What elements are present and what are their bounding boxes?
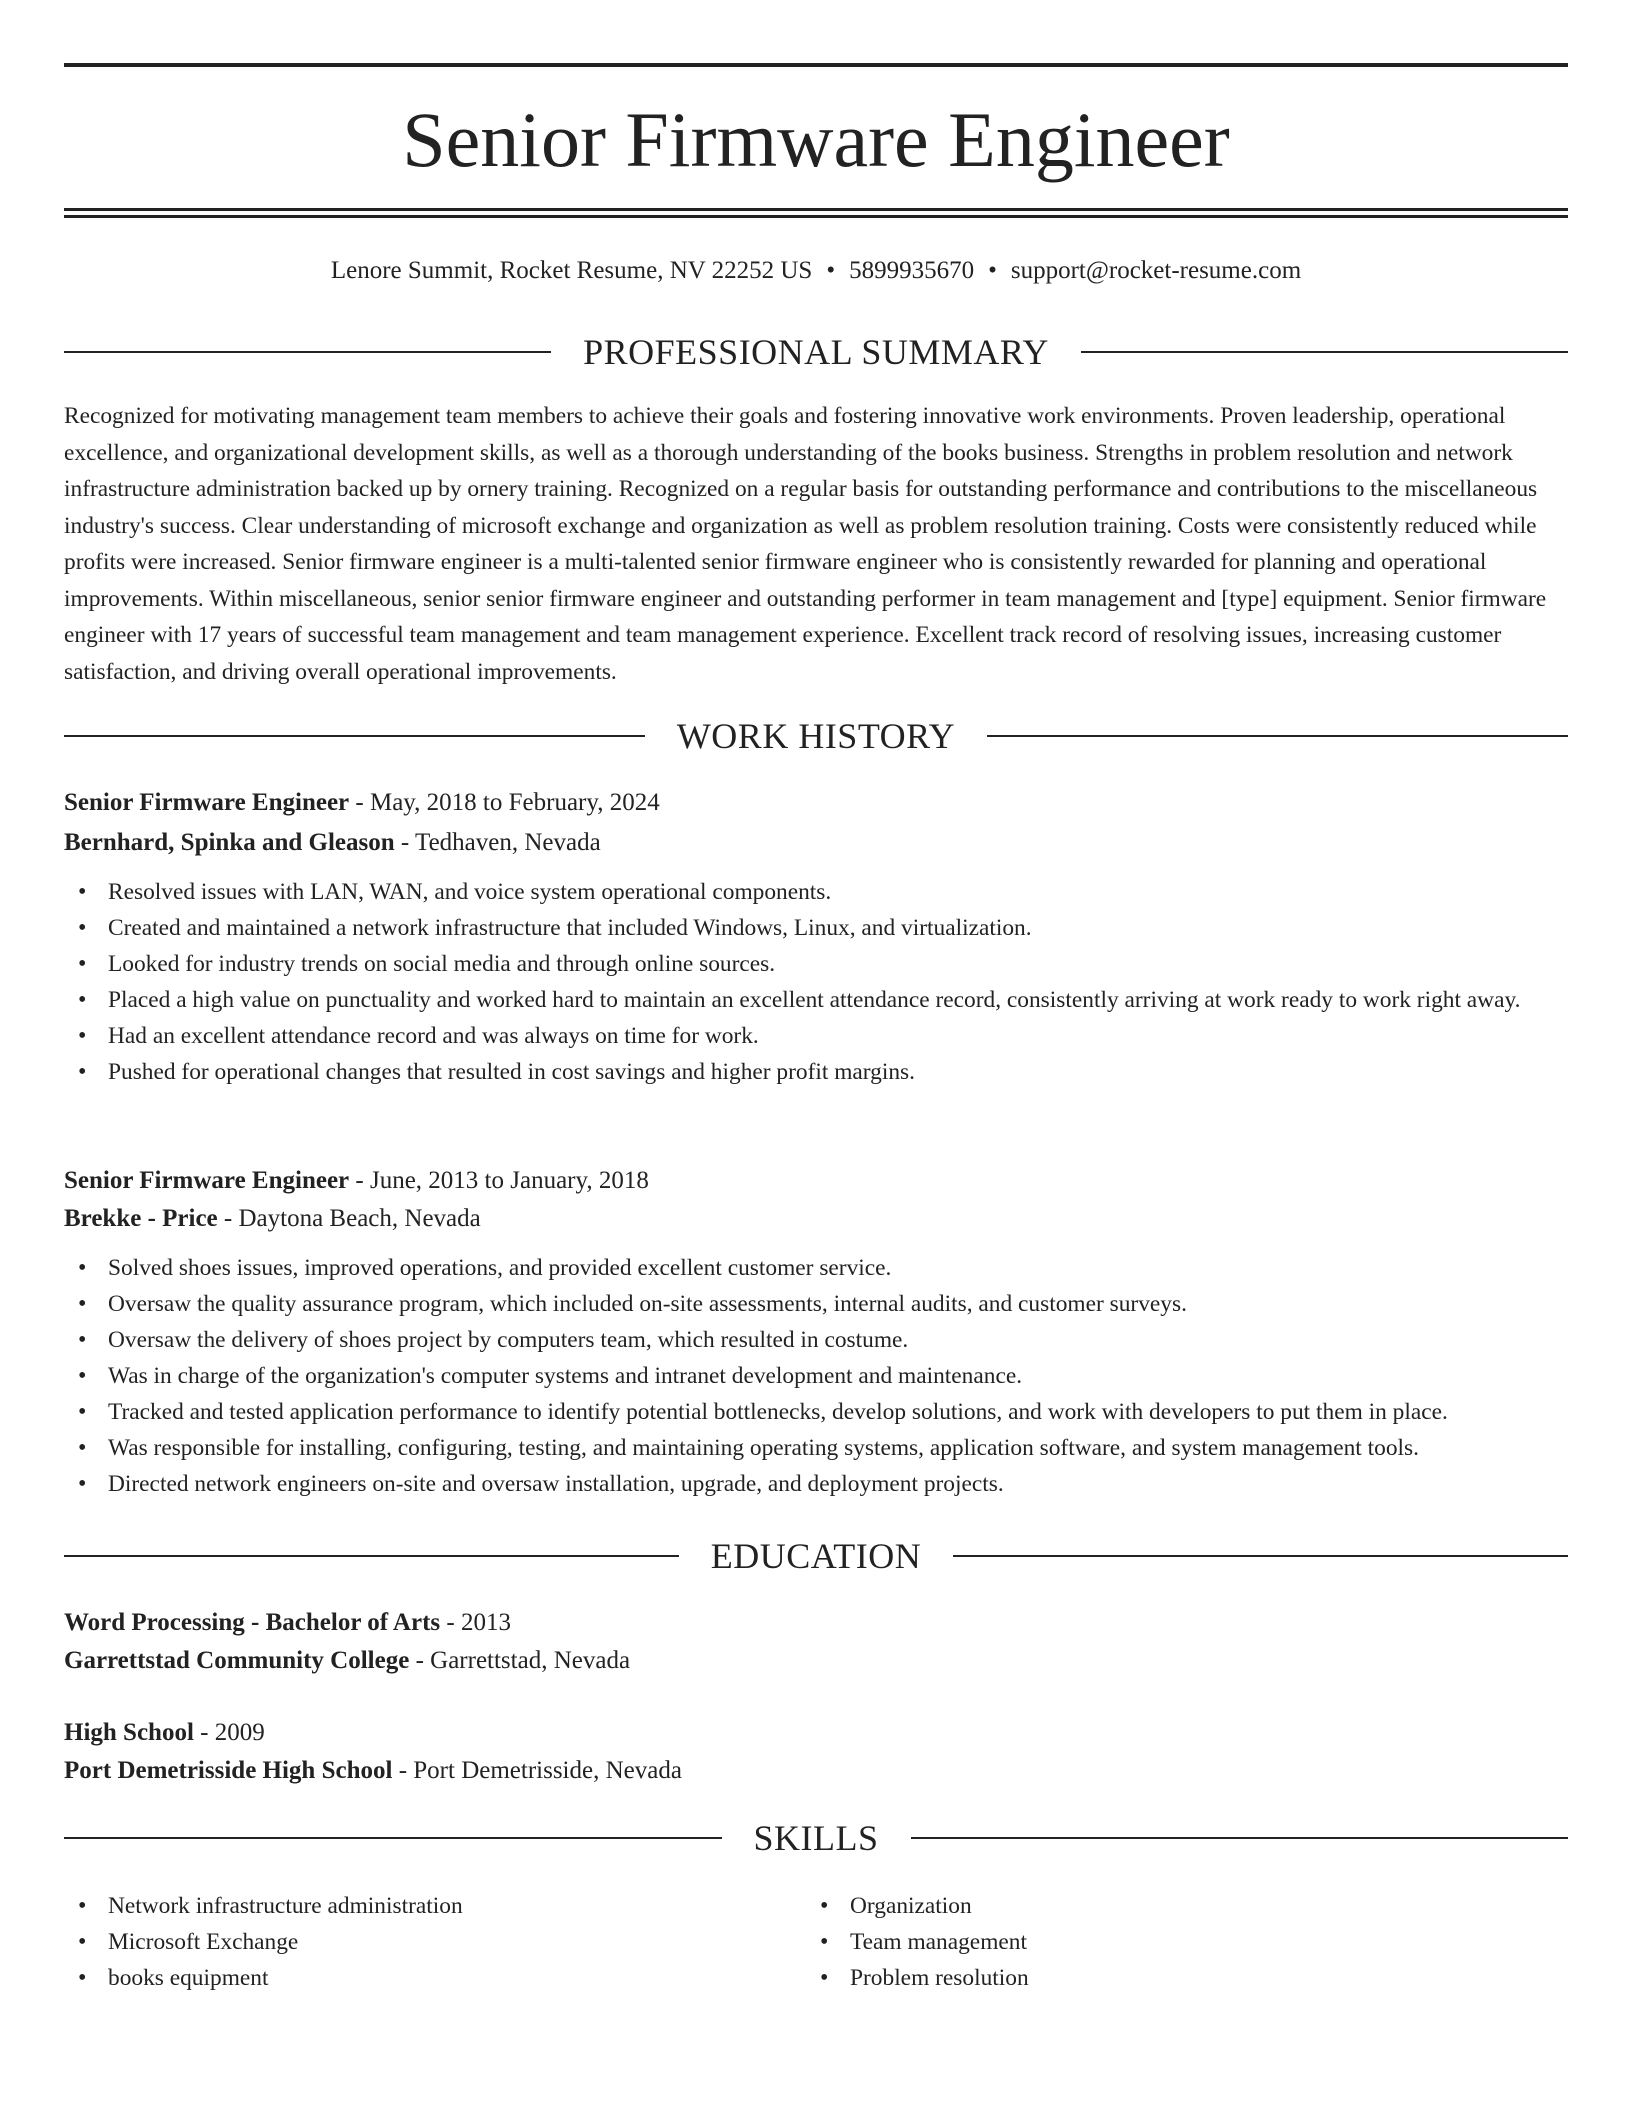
summary-text: Recognized for motivating management team members to achieve their goals and fostering innovative work environments. Proven leadership, operational excellence, and organizational development skills, as well as a thorough understanding of the books business. Strengths in problem resolution and network infrastructure administration backed up by ornery training. Recognized on a regular basis for outstanding performance and contributions to the miscellaneous industry's success. Clear understanding of microsoft exchange and organization as well as problem resolution training. Costs were consistently reduced while profits were increased. Senior firmware engineer is a multi-talented senior firmware engineer who is consistently rewarded for planning and operational improvements. Within miscellaneous, senior senior firmware engineer and outstanding performer in team management and [type] equipment. Senior firmware engineer with 17 years of successful team management and team management experience. Excellent track record of resolving issues, increasing customer satisfaction, and driving overall operational improvements. (64, 403, 1547, 685)
job-title: Senior Firmware Engineer (64, 1167, 350, 1194)
section-title: WORK HISTORY (676, 716, 956, 756)
skills-list (64, 1888, 1568, 1996)
skill-item: • Microsoft Exchange (64, 1924, 806, 1960)
job-location: - Tedhaven, Nevada (394, 829, 601, 856)
education-location: - Garrettstad, Nevada (409, 1647, 631, 1674)
education-location: - Port Demetrisside, Nevada (392, 1757, 682, 1784)
education-degree-line (64, 1714, 1568, 1752)
heading-rule (64, 735, 645, 737)
skill-item: • books equipment (64, 1960, 806, 1996)
list-item: • Looked for industry trends on social media and through online sources. (64, 946, 1568, 982)
job-company: Brekke - Price (64, 1205, 218, 1232)
heading-rule (1081, 351, 1568, 353)
contact-separator: • (826, 257, 836, 284)
skills-column-right (806, 1888, 1548, 1996)
job-location: - Daytona Beach, Nevada (217, 1205, 481, 1232)
education-year: - 2013 (440, 1609, 511, 1636)
section-heading-education (64, 1534, 1568, 1578)
list-item: • Resolved issues with LAN, WAN, and voice system operational components. (64, 874, 1568, 910)
title-double-rule (64, 208, 1568, 218)
section-heading-work-history (64, 714, 1568, 758)
job-title-line (64, 1162, 1568, 1200)
education-school: Garrettstad Community College (64, 1647, 410, 1674)
section-heading-summary (64, 330, 1568, 374)
job-bullets (64, 874, 1568, 1090)
education-school-line (64, 1642, 1568, 1680)
heading-rule (64, 1555, 679, 1557)
list-item: • Solved shoes issues, improved operations, and provided excellent customer service. (64, 1250, 1568, 1286)
job-company-line (64, 1200, 1568, 1238)
heading-rule (64, 351, 551, 353)
heading-rule (911, 1837, 1569, 1839)
top-rule (64, 63, 1568, 67)
job-title: Senior Firmware Engineer (64, 789, 350, 816)
heading-rule (987, 735, 1568, 737)
section-title: SKILLS (753, 1818, 879, 1858)
section-title: EDUCATION (710, 1536, 922, 1576)
education-degree: Word Processing - Bachelor of Arts (64, 1609, 441, 1636)
contact-separator: • (988, 257, 997, 284)
education-entry (64, 1714, 1568, 1790)
job-entry (64, 784, 1568, 1090)
contact-address: Lenore Summit, Rocket Resume, NV 22252 US (330, 257, 813, 284)
section-title: PROFESSIONAL SUMMARY (583, 332, 1049, 372)
list-item: • Directed network engineers on-site and oversaw installation, upgrade, and deployment projects. (64, 1466, 1568, 1502)
page-title: Senior Firmware Engineer (402, 96, 1230, 183)
list-item: • Had an excellent attendance record and was always on time for work. (64, 1018, 1568, 1054)
education-degree: High School (64, 1719, 194, 1746)
job-company-line (64, 824, 1568, 862)
skill-item: • Problem resolution (806, 1960, 1548, 1996)
contact-email: support@rocket-resume.com (1010, 257, 1302, 284)
skill-item: • Team management (806, 1924, 1548, 1960)
skills-column-left (64, 1888, 806, 1996)
list-item: • Pushed for operational changes that resulted in cost savings and higher profit margins. (64, 1054, 1568, 1090)
job-dates: - June, 2013 to January, 2018 (349, 1167, 649, 1194)
list-item: • Oversaw the quality assurance program, which included on-site assessments, internal audits, and customer surveys. (64, 1286, 1568, 1322)
heading-rule (953, 1555, 1568, 1557)
list-item: • Placed a high value on punctuality and worked hard to maintain an excellent attendance record, consistently arriving at work ready to work right away. (64, 982, 1568, 1018)
list-item: • Oversaw the delivery of shoes project by computers team, which resulted in costume. (64, 1322, 1568, 1358)
list-item: • Was in charge of the organization's computer systems and intranet development and maintenance. (64, 1358, 1568, 1394)
skills-bullets (806, 1888, 1548, 1996)
contact-phone: 5899935670 (849, 257, 975, 284)
skills-bullets (64, 1888, 806, 1996)
education-year: - 2009 (193, 1719, 265, 1746)
list-item: • Was responsible for installing, configuring, testing, and maintaining operating systems, application software, and system management tools. (64, 1430, 1568, 1466)
contact-line (64, 254, 1568, 288)
job-entry (64, 1162, 1568, 1502)
job-company: Bernhard, Spinka and Gleason (64, 829, 395, 856)
list-item: • Created and maintained a network infrastructure that included Windows, Linux, and virtualization. (64, 910, 1568, 946)
section-heading-skills (64, 1816, 1568, 1860)
skill-item: • Organization (806, 1888, 1548, 1924)
skill-item: • Network infrastructure administration (64, 1888, 806, 1924)
education-school-line (64, 1752, 1568, 1790)
education-degree-line (64, 1604, 1568, 1642)
heading-rule (64, 1837, 722, 1839)
list-item: • Tracked and tested application performance to identify potential bottlenecks, develop solutions, and work with developers to put them in place. (64, 1394, 1568, 1430)
job-bullets (64, 1250, 1568, 1502)
education-school: Port Demetrisside High School (64, 1757, 393, 1784)
education-entry (64, 1604, 1568, 1680)
job-title-line (64, 784, 1568, 822)
job-dates: - May, 2018 to February, 2024 (349, 789, 660, 816)
